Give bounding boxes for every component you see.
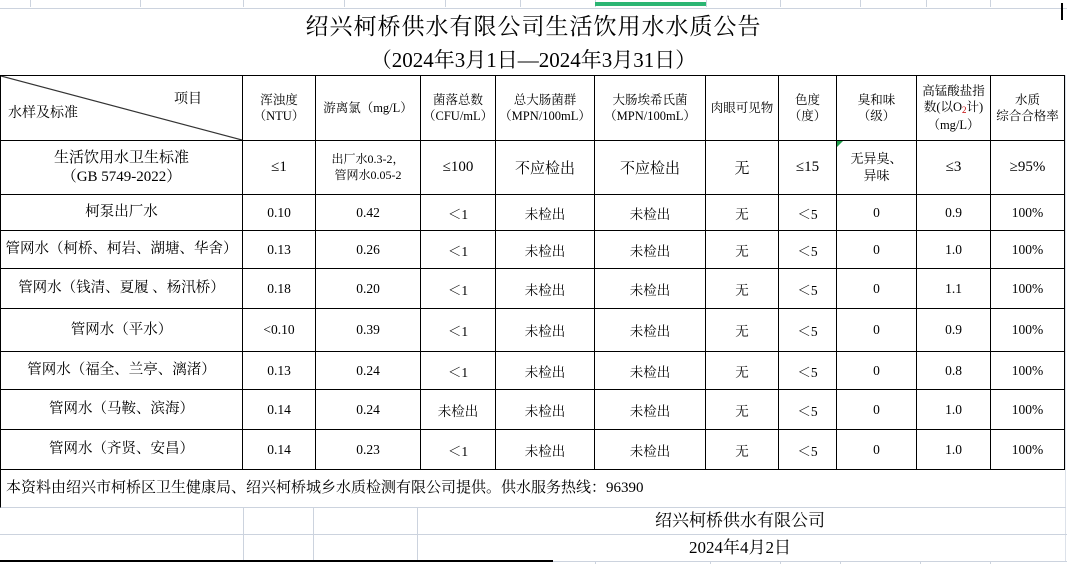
col-header-odor[interactable] <box>837 76 917 141</box>
header-line: （MPN/100mL） <box>499 109 591 123</box>
value-line: 管网水0.05-2 <box>334 167 402 182</box>
header-line: （mg/L） <box>927 117 980 132</box>
cell-colony[interactable]: ＜1 <box>421 231 496 269</box>
header-text: 数(以O <box>923 100 963 115</box>
table-row <box>1 390 1065 430</box>
cell-ecoli[interactable]: 未检出 <box>595 352 706 390</box>
cell-turbidity[interactable]: 0.13 <box>243 352 316 390</box>
header-line: 色度 <box>794 92 820 107</box>
cell-ecoli[interactable]: 未检出 <box>595 430 706 470</box>
header-line: （CFU/mL） <box>423 109 494 123</box>
cell-chlorine[interactable]: 0.42 <box>316 195 421 231</box>
cell-standard-permanganate[interactable]: ≤3 <box>917 141 991 195</box>
header-line: （度） <box>788 109 827 123</box>
col-header-visible-matter[interactable] <box>706 76 779 141</box>
cell-turbidity[interactable]: 0.14 <box>243 430 316 470</box>
cell-pass-rate[interactable]: 100% <box>991 309 1065 352</box>
header-text: 计) <box>966 100 984 115</box>
cell-turbidity[interactable]: 0.10 <box>243 195 316 231</box>
cell-visible[interactable]: 无 <box>706 309 779 352</box>
cell-sample-name[interactable]: 管网水（福全、兰亭、漓渚） <box>1 352 243 390</box>
cell-pass-rate[interactable]: 100% <box>991 390 1065 430</box>
cell-permanganate[interactable]: 1.0 <box>917 390 991 430</box>
top-grid-strip <box>0 0 1067 9</box>
cell-permanganate[interactable]: 0.9 <box>917 195 991 231</box>
bottom-border-line <box>0 560 553 562</box>
header-line: （NTU） <box>253 109 305 123</box>
cell-colony[interactable]: ＜1 <box>421 352 496 390</box>
cell-odor[interactable]: 0 <box>837 269 917 309</box>
cell-sample-name[interactable]: 管网水（钱清、夏履 、杨汛桥） <box>1 269 243 309</box>
gridline <box>445 0 446 7</box>
o2-subscript: 2 <box>962 105 967 116</box>
cell-turbidity[interactable]: 0.18 <box>243 269 316 309</box>
cell-sample-name[interactable]: 管网水（平水） <box>1 309 243 352</box>
cell-selection-underline <box>595 2 706 6</box>
header-row <box>1 76 1065 141</box>
cell-chlorine[interactable]: 0.26 <box>316 231 421 269</box>
cell-standard-visible[interactable]: 无 <box>706 141 779 195</box>
cell-chroma[interactable]: ＜5 <box>779 195 837 231</box>
cell-chroma[interactable]: ＜5 <box>779 269 837 309</box>
cell-permanganate[interactable]: 1.0 <box>917 231 991 269</box>
cell-permanganate[interactable]: 0.8 <box>917 352 991 390</box>
cell-visible[interactable]: 无 <box>706 390 779 430</box>
gridline <box>140 0 141 7</box>
cell-chroma[interactable]: ＜5 <box>779 430 837 470</box>
cell-standard-ecoli[interactable]: 不应检出 <box>595 141 706 195</box>
cell-coliform[interactable]: 未检出 <box>496 195 595 231</box>
cell-chroma[interactable]: ＜5 <box>779 309 837 352</box>
header-line: 菌落总数 <box>432 92 483 107</box>
col-header-coliform[interactable] <box>496 76 595 141</box>
gridline <box>344 0 345 7</box>
cell-colony[interactable]: ＜1 <box>421 309 496 352</box>
table-row <box>1 231 1065 269</box>
footer-company-name[interactable]: 绍兴柯桥供水有限公司 <box>655 511 825 530</box>
cell-chlorine[interactable]: 0.20 <box>316 269 421 309</box>
gridline <box>860 0 861 7</box>
value-line: 无异臭、 <box>850 150 903 166</box>
cell-permanganate[interactable]: 0.9 <box>917 309 991 352</box>
cell-chlorine[interactable]: 0.39 <box>316 309 421 352</box>
cell-standard-turbidity[interactable]: ≤1 <box>243 141 316 195</box>
gridline <box>520 0 521 7</box>
cell-ecoli[interactable]: 未检出 <box>595 390 706 430</box>
header-line: （MPN/100mL） <box>604 109 696 123</box>
cell-sample-name[interactable]: 管网水（马鞍、滨海） <box>1 390 243 430</box>
cell-odor[interactable]: 0 <box>837 430 917 470</box>
cell-pass-rate[interactable]: 100% <box>991 352 1065 390</box>
cell-chroma[interactable]: ＜5 <box>779 390 837 430</box>
table-row <box>1 352 1065 390</box>
date-range-subtitle[interactable]: （2024年3月1日—2024年3月31日） <box>370 48 697 72</box>
gridline <box>30 0 31 7</box>
table-row <box>1 269 1065 309</box>
cell-colony[interactable]: ＜1 <box>421 269 496 309</box>
cell-ecoli[interactable]: 未检出 <box>595 309 706 352</box>
value-line: 出厂水0.3-2， <box>331 151 405 166</box>
cell-standard-pass-rate[interactable]: ≥95% <box>991 141 1065 195</box>
cell-pass-rate[interactable]: 100% <box>991 430 1065 470</box>
cell-error-marker <box>837 141 843 147</box>
cell-standard-label[interactable] <box>1 141 243 195</box>
header-line: 总大肠菌群 <box>513 92 577 107</box>
cell-pass-rate[interactable]: 100% <box>991 231 1065 269</box>
cell-standard-chlorine[interactable] <box>316 141 421 195</box>
cell-colony[interactable]: ＜1 <box>421 430 496 470</box>
cell-chlorine[interactable]: 0.24 <box>316 390 421 430</box>
corner-label-sample: 水样及标准 <box>8 106 78 121</box>
cell-chlorine[interactable]: 0.24 <box>316 352 421 390</box>
cell-odor[interactable]: 0 <box>837 390 917 430</box>
cell-odor[interactable]: 0 <box>837 352 917 390</box>
header-line: （级） <box>857 109 896 123</box>
cell-standard-chroma[interactable]: ≤15 <box>779 141 837 195</box>
cell-visible[interactable]: 无 <box>706 195 779 231</box>
table-row <box>1 430 1065 470</box>
cell-pass-rate[interactable]: 100% <box>991 195 1065 231</box>
col-header-colony-count[interactable] <box>421 76 496 141</box>
header-line: 肉眼可见物 <box>710 100 774 115</box>
cell-permanganate[interactable]: 1.1 <box>917 269 991 309</box>
cell-visible[interactable]: 无 <box>706 269 779 309</box>
header-line <box>919 99 988 117</box>
cell-odor[interactable]: 0 <box>837 309 917 352</box>
cell-permanganate[interactable]: 1.0 <box>917 430 991 470</box>
header-line: 综合合格率 <box>996 109 1059 123</box>
standard-row <box>1 141 1065 195</box>
cell-ecoli[interactable]: 未检出 <box>595 231 706 269</box>
cell-turbidity[interactable]: <0.10 <box>243 309 316 352</box>
col-header-turbidity[interactable] <box>243 76 316 141</box>
cell-coliform[interactable]: 未检出 <box>496 430 595 470</box>
cell-sample-name[interactable]: 柯泵出厂水 <box>1 195 243 231</box>
water-quality-table <box>0 75 1065 470</box>
col-header-chroma[interactable] <box>779 76 837 141</box>
cell-colony[interactable]: ＜1 <box>421 195 496 231</box>
cell-turbidity[interactable]: 0.14 <box>243 390 316 430</box>
cell-coliform[interactable]: 未检出 <box>496 269 595 309</box>
cell-visible[interactable]: 无 <box>706 231 779 269</box>
gridline <box>706 0 707 7</box>
header-line: 水质 <box>1014 92 1040 107</box>
cell-standard-coliform[interactable]: 不应检出 <box>496 141 595 195</box>
cell-sample-name[interactable]: 管网水（齐贤、安昌） <box>1 430 243 470</box>
cell-odor[interactable]: 0 <box>837 195 917 231</box>
label-line: 生活饮用水卫生标准 <box>53 149 189 166</box>
cell-colony[interactable]: 未检出 <box>421 390 496 430</box>
cell-ecoli[interactable]: 未检出 <box>595 269 706 309</box>
cell-sample-name[interactable]: 管网水（柯桥、柯岩、湖塘、华舍） <box>1 231 243 269</box>
table-row <box>1 195 1065 231</box>
footer-date[interactable]: 2024年4月2日 <box>689 538 791 557</box>
header-line: 高锰酸盐指 <box>922 83 985 98</box>
cell-turbidity[interactable]: 0.13 <box>243 231 316 269</box>
col-header-permanganate-index[interactable] <box>917 76 991 141</box>
col-header-ecoli[interactable] <box>595 76 706 141</box>
cell-pass-rate[interactable]: 100% <box>991 269 1065 309</box>
gridline <box>990 0 991 7</box>
corner-cell[interactable] <box>1 76 243 141</box>
cell-chlorine[interactable]: 0.23 <box>316 430 421 470</box>
cell-chroma[interactable]: ＜5 <box>779 231 837 269</box>
cell-standard-odor[interactable] <box>837 141 917 195</box>
page-title[interactable]: 绍兴柯桥供水有限公司生活饮用水水质公告 <box>305 14 762 39</box>
col-header-pass-rate[interactable] <box>991 76 1065 141</box>
gridline <box>243 0 244 7</box>
header-line: 游离氯（mg/L） <box>323 100 413 115</box>
value-line: 异味 <box>863 167 890 183</box>
cell-visible[interactable]: 无 <box>706 430 779 470</box>
cell-visible[interactable]: 无 <box>706 352 779 390</box>
cell-ecoli[interactable]: 未检出 <box>595 195 706 231</box>
footer-note[interactable]: 本资料由绍兴市柯桥区卫生健康局、绍兴柯桥城乡水质检测有限公司提供。供水服务热线：96390 <box>0 470 1066 508</box>
cell-coliform[interactable]: 未检出 <box>496 309 595 352</box>
cell-odor[interactable]: 0 <box>837 231 917 269</box>
gridline <box>780 0 781 7</box>
cell-coliform[interactable]: 未检出 <box>496 231 595 269</box>
table-row <box>1 309 1065 352</box>
cell-coliform[interactable]: 未检出 <box>496 352 595 390</box>
gridline <box>926 0 927 7</box>
cell-chroma[interactable]: ＜5 <box>779 352 837 390</box>
corner-label-project: 项目 <box>174 92 202 107</box>
cell-standard-colony[interactable]: ≤100 <box>421 141 496 195</box>
col-header-chlorine[interactable] <box>316 76 421 141</box>
cell-coliform[interactable]: 未检出 <box>496 390 595 430</box>
label-line: （GB 5749-2022） <box>61 168 182 185</box>
header-line: 大肠埃希氏菌 <box>612 92 688 107</box>
header-line: 浑浊度 <box>260 92 298 107</box>
header-line: 臭和味 <box>857 92 896 107</box>
